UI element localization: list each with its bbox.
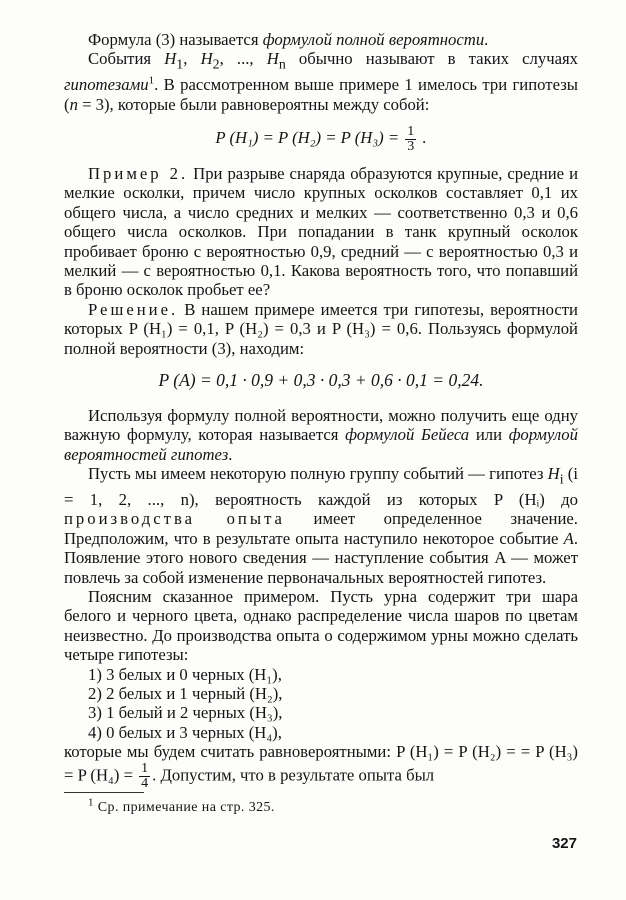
paragraph-hypotheses (64, 49, 578, 114)
symbol-h: H (547, 464, 560, 484)
example-text: При разрыве снаряда образуются крупные, средние и мелкие осколки, причем число крупных осколков составляет 0,1 их общего числа, а число средних и мелких — соответственно 0,3 и 0,6 общего числа осколков. При попадании в танк крупный осколок пробивает броню с вероятностью 0,9, средний — с вероятностью 0,3 и мелкий — с вероятностью 0,1. Какова вероятность того, что попавший в броню осколок пробьет ее? (64, 163, 579, 300)
symbol-n: n (69, 94, 78, 114)
footnote-mark: 1 (88, 796, 94, 809)
text-run: = 3), которые были равновероятны между собой: (77, 94, 430, 114)
formula-total-probability: P (A) = 0,1 · 0,9 + 0,3 · 0,3 + 0,6 · 0,1 = 0,24. (158, 370, 484, 391)
footnote-reference[interactable]: 1 (148, 74, 155, 87)
fraction-denominator: 3 (407, 138, 415, 154)
term-total-probability: формулой полной вероятности (262, 30, 485, 49)
paragraph-urn-example: Поясним сказанное примером. Пусть урна содержит три шара белого и черного цвета, однако распределение числа шаров по цветам неизвестно. До производства опыта о содержимом урны можно сделать четыре гипотезы: (64, 587, 578, 665)
text-run: имеет определенное значение. Предположим, что в результате опыта наступило некоторое событие (64, 509, 578, 548)
text-run: . Допустим, что в результате опыта был (152, 764, 435, 784)
symbol-h: H (266, 49, 279, 69)
fraction-numerator: 1 (141, 760, 149, 776)
fraction-one-third (405, 125, 416, 154)
footnote (88, 796, 275, 816)
text-run: , (183, 49, 201, 69)
fraction-denominator: 4 (141, 775, 149, 791)
subscript: i (559, 472, 564, 488)
spaced-phrase: производства опыта (64, 509, 285, 529)
text-run: . (228, 444, 233, 464)
page-number: 327 (551, 835, 577, 852)
term-hypothesis-probabilities: формулой вероятностей гипотез (64, 425, 578, 464)
hypotheses-list (64, 665, 578, 743)
term-bayes-formula: формулой Бейеса (345, 425, 470, 445)
list-item: 3) 1 белый и 2 черных (H₃), (88, 703, 283, 723)
formula-lhs: P (H₁) = P (H₂) = P (H₃) = (215, 127, 404, 147)
text-run: или (469, 425, 509, 445)
fraction-numerator: 1 (407, 123, 415, 139)
paragraph-equal-priors-quarter (64, 742, 578, 790)
footnote-divider (64, 792, 144, 793)
term-hypotheses: гипотезами (64, 75, 149, 95)
paragraph-complete-group (64, 464, 578, 587)
fraction-one-quarter (139, 762, 150, 791)
text-run: обычно называют в таких случаях (285, 49, 579, 69)
text-run: Используя формулу полной вероятности, можно получить еще одну важную формулу, которая называется (64, 406, 578, 445)
subscript: 2 (212, 57, 220, 73)
symbol-h: H (164, 49, 177, 69)
text-run: которые мы будем считать равновероятными: P (H₁) = P (H₂) = = P (H₃) = P (H₄) = (64, 742, 578, 784)
list-item: 1) 3 белых и 0 черных (H₁), (88, 664, 282, 684)
subscript: n (278, 57, 286, 73)
text-run: , ..., (219, 49, 267, 69)
text-run: События (88, 49, 165, 69)
list-item: 2) 2 белых и 1 черный (H₂), (88, 684, 283, 704)
text-run: . Появление этого нового сведения — наступление события A — может повлечь за собой изменение первоначальных вероятностей гипотез. (64, 528, 578, 587)
paragraph-bayes-intro (64, 406, 578, 464)
footnote-text: Ср. примечание на стр. 325. (93, 800, 275, 815)
text-run: (i = 1, 2, ..., n), вероятность каждой из которых P (Hᵢ) до (64, 464, 578, 509)
text-run: . (484, 30, 489, 49)
text-run: Пусть мы имеем некоторую полную группу событий — гипотез (88, 464, 548, 484)
paragraph-solution (64, 300, 578, 358)
subscript: 1 (176, 57, 184, 73)
text-run: Формула (3) называется (88, 30, 263, 49)
formula-equal-priors (64, 118, 578, 158)
solution-text: В нашем примере имеется три гипотезы, вероятности которых P (H₁) = 0,1, P (H₂) = 0,3 и P (H₃) = 0,6. Пользуясь формулой полной вероятности (3), находим: (64, 299, 578, 358)
symbol-h: H (200, 49, 213, 69)
paragraph-formula-name (64, 30, 578, 49)
solution-label: Решение. (88, 299, 179, 319)
paragraph-example-2 (64, 164, 578, 300)
text-run: . В рассмотренном выше примере 1 имелось три гипотезы ( (64, 75, 578, 114)
formula-end: . (418, 127, 427, 147)
list-item: 4) 0 белых и 3 черных (H₄), (88, 722, 282, 742)
symbol-a: A (563, 528, 574, 548)
example-label: Пример 2. (88, 163, 189, 183)
